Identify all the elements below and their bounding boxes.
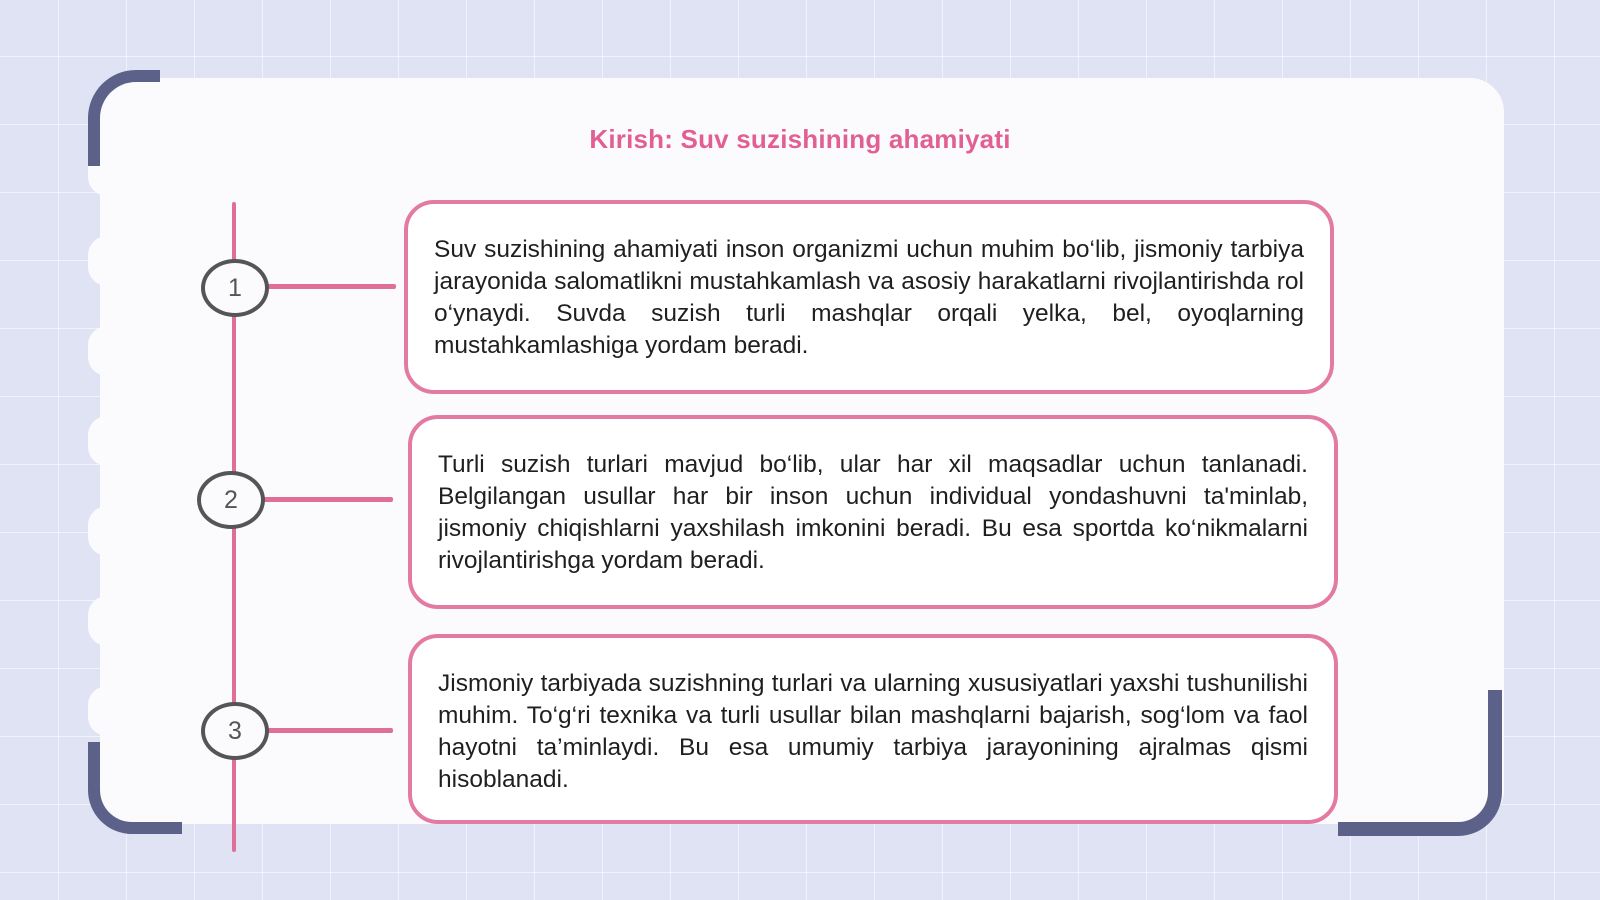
timeline-connector [266,728,393,733]
timeline-connector [262,497,393,502]
binding-tab [88,506,126,556]
timeline-connector [266,284,396,289]
step-card-1 [404,200,1334,394]
binding-tab [88,686,126,736]
step-text-3: Jismoniy tarbiyada suzishning turlari va ularning xususiyatlari yaxshi tushunilishi muhim. To‘g‘ri texnika va turli usullar bilan mashqlarni bajarish, sog‘lom va faol hayotni ta’minlaydi. Bu esa umumiy tarbiya jarayonining ajralmas qismi hisoblanadi. [438,670,1308,793]
corner-bracket-bottom-right [1338,690,1502,836]
binding-tab [88,596,126,646]
step-card-3 [408,634,1338,824]
step-text-1: Suv suzishining ahamiyati inson organizmi uchun muhim bo‘lib, jismoniy tarbiya jarayonida salomatlikni mustahkamlash va asosiy harakatlarni rivojlantirishda rol o‘ynaydi. Suvda suzish turli mashqlar orqali yelka, bel, oyoqlarning mustahkamlashiga yordam beradi. [434,236,1304,359]
binding-tab [88,236,126,286]
step-number-2: 2 [197,471,265,529]
step-card-2 [408,415,1338,609]
step-number-1: 1 [201,259,269,317]
corner-bracket-bottom-left [88,742,182,834]
step-number-3: 3 [201,702,269,760]
slide-title: Kirish: Suv suzishining ahamiyati [589,124,1011,154]
step-text-2: Turli suzish turlari mavjud bo‘lib, ular har xil maqsadlar uchun tanlanadi. Belgilangan usullar har bir inson uchun individual yondashuvni ta'minlab, jismoniy chiqishlarni yaxshilash imkonini beradi. Bu esa sportda ko‘nikmalarni rivojlantirishga yordam beradi. [438,451,1308,574]
binding-tab [88,416,126,466]
binding-tab [88,326,126,376]
